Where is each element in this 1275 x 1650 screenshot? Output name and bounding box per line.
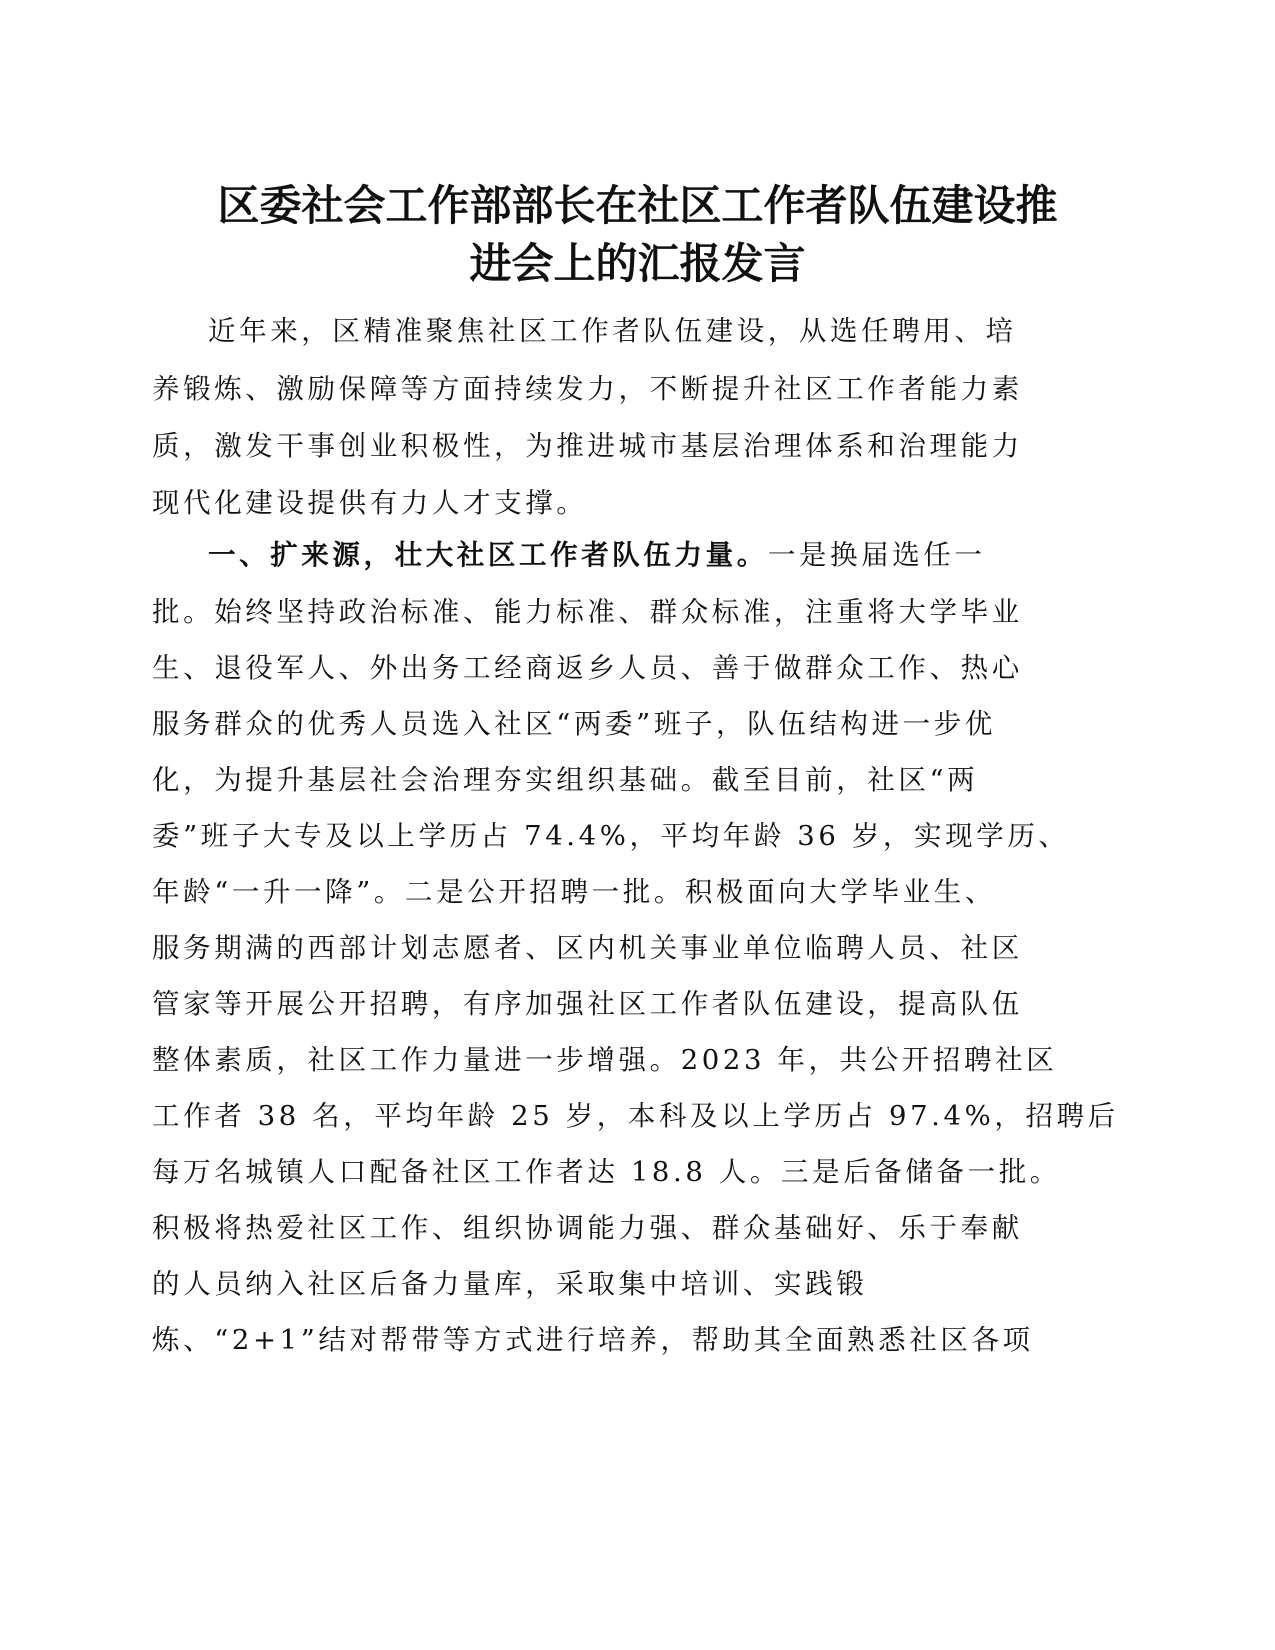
body-line: 生、退役军人、外出务工经商返乡人员、善于做群众工作、热心 (152, 652, 1023, 684)
body-line: 积极将热爱社区工作、组织协调能力强、群众基础好、乐于奉献 (152, 1212, 1023, 1244)
body-line: 工作者 38 名，平均年龄 25 岁，本科及以上学历占 97.4%，招聘后 (152, 1100, 1119, 1132)
body-line: 批。始终坚持政治标准、能力标准、群众标准，注重将大学毕业 (152, 596, 1023, 628)
body-line: 质，激发干事创业积极性，为推进城市基层治理体系和治理能力 (152, 430, 1023, 462)
body-line: 每万名城镇人口配备社区工作者达 18.8 人。三是后备储备一批。 (152, 1156, 1061, 1188)
document-title-line-1: 区委社会工作部部长在社区工作者队伍建设推 (217, 181, 1058, 230)
body-line: 的人员纳入社区后备力量库，采取集中培训、实践锻 (152, 1268, 868, 1300)
document-title-line-2: 进会上的汇报发言 (469, 239, 806, 288)
body-line: 炼、“2+1”结对帮带等方式进行培养，帮助其全面熟悉社区各项 (152, 1324, 1034, 1356)
body-line: 整体素质，社区工作力量进一步增强。2023 年，共公开招聘社区 (152, 1044, 1058, 1076)
section-heading-continuation: 一是换届选任一 (767, 539, 986, 571)
body-line: 养锻炼、激励保障等方面持续发力，不断提升社区工作者能力素 (152, 373, 1023, 405)
body-line: 服务群众的优秀人员选入社区“两委”班子，队伍结构进一步优 (152, 708, 996, 740)
body-line: 服务期满的西部计划志愿者、区内机关事业单位临聘人员、社区 (152, 932, 1023, 964)
body-line: 管家等开展公开招聘，有序加强社区工作者队伍建设，提高队伍 (152, 988, 1023, 1020)
section-heading: 一、扩来源，壮大社区工作者队伍力量。 (208, 539, 768, 571)
body-line: 委”班子大专及以上学历占 74.4%，平均年龄 36 岁，实现学历、 (152, 820, 1070, 852)
body-line: 近年来，区精准聚焦社区工作者队伍建设，从选任聘用、培 (208, 315, 1017, 347)
body-line-with-heading (208, 537, 986, 573)
body-line: 现代化建设提供有力人才支撑。 (152, 487, 588, 519)
body-line: 年龄“一升一降”。二是公开招聘一批。积极面向大学毕业生、 (152, 876, 996, 908)
body-line: 化，为提升基层社会治理夯实组织基础。截至目前，社区“两 (152, 764, 979, 796)
